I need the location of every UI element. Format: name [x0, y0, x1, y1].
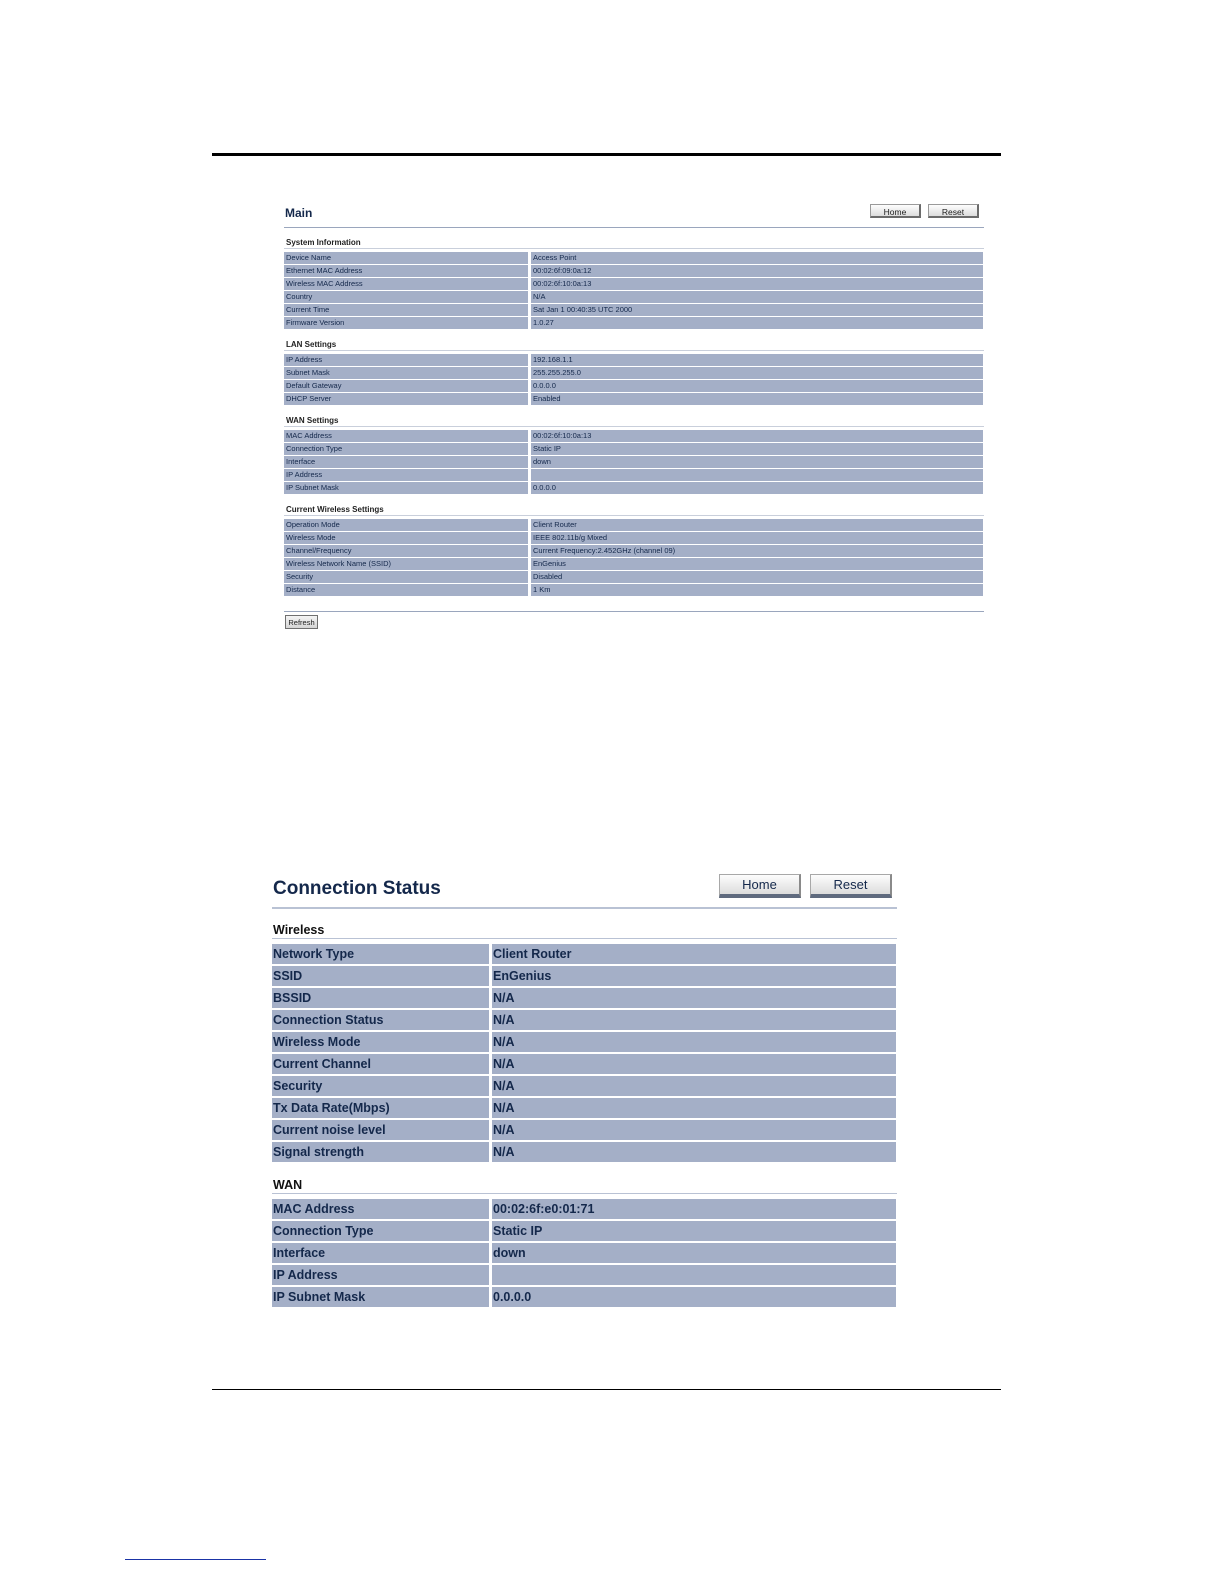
row-value: Client Router: [492, 944, 896, 964]
row-label: SSID: [272, 966, 492, 986]
row-label: Current Channel: [272, 1054, 492, 1074]
main-sections: [284, 237, 984, 597]
row-value: IEEE 802.11b/g Mixed: [531, 532, 983, 544]
row-value: EnGenius: [492, 966, 896, 986]
table-row: [272, 944, 896, 964]
footer-link-underline: [125, 1559, 266, 1560]
row-value: Static IP: [492, 1221, 896, 1241]
bottom-rule: [212, 1389, 1001, 1390]
row-label: Distance: [284, 584, 531, 596]
row-label: Operation Mode: [284, 519, 531, 531]
table-row: [272, 1098, 896, 1118]
table-row: [284, 584, 983, 596]
row-value: 0.0.0.0: [531, 482, 983, 494]
row-label: Wireless Mode: [284, 532, 531, 544]
row-label: Default Gateway: [284, 380, 531, 392]
row-label: Connection Type: [272, 1221, 492, 1241]
row-label: Connection Status: [272, 1010, 492, 1030]
row-label: MAC Address: [284, 430, 531, 442]
info-table: [272, 1197, 896, 1309]
table-row: [272, 1120, 896, 1140]
home-button[interactable]: Home: [870, 204, 921, 218]
row-value: [492, 1265, 896, 1285]
row-label: Signal strength: [272, 1142, 492, 1162]
top-rule: [212, 153, 1001, 156]
row-value: N/A: [492, 1120, 896, 1140]
section: [284, 504, 984, 597]
connection-status-panel: [272, 870, 897, 1309]
table-row: [272, 1221, 896, 1241]
row-label: IP Address: [272, 1265, 492, 1285]
table-row: [272, 1265, 896, 1285]
table-row: [272, 1142, 896, 1162]
table-row: [284, 456, 983, 468]
row-value: Disabled: [531, 571, 983, 583]
row-label: Connection Type: [284, 443, 531, 455]
table-row: [284, 443, 983, 455]
table-row: [284, 252, 983, 264]
table-row: [284, 430, 983, 442]
table-row: [284, 354, 983, 366]
row-label: IP Address: [284, 354, 531, 366]
reset-button[interactable]: Reset: [928, 204, 979, 218]
table-row: [272, 1076, 896, 1096]
info-table: [284, 353, 983, 406]
row-label: Device Name: [284, 252, 531, 264]
row-label: Wireless MAC Address: [284, 278, 531, 290]
row-label: Country: [284, 291, 531, 303]
row-label: Interface: [284, 456, 531, 468]
table-row: [284, 304, 983, 316]
table-row: [284, 380, 983, 392]
table-row: [284, 469, 983, 481]
row-value: 00:02:6f:e0:01:71: [492, 1199, 896, 1219]
refresh-button[interactable]: Refresh: [285, 615, 318, 629]
row-label: Channel/Frequency: [284, 545, 531, 557]
row-label: MAC Address: [272, 1199, 492, 1219]
row-label: Security: [272, 1076, 492, 1096]
row-value: N/A: [492, 988, 896, 1008]
info-table: [284, 251, 983, 330]
row-value: N/A: [492, 1054, 896, 1074]
table-row: [284, 278, 983, 290]
row-value: N/A: [531, 291, 983, 303]
row-value: 00:02:6f:10:0a:13: [531, 430, 983, 442]
table-row: [272, 966, 896, 986]
row-label: IP Subnet Mask: [284, 482, 531, 494]
row-value: Current Frequency:2.452GHz (channel 09): [531, 545, 983, 557]
row-label: IP Address: [284, 469, 531, 481]
table-row: [284, 291, 983, 303]
row-label: Current noise level: [272, 1120, 492, 1140]
table-row: [284, 571, 983, 583]
row-value: 1 Km: [531, 584, 983, 596]
row-label: Wireless Network Name (SSID): [284, 558, 531, 570]
row-label: Tx Data Rate(Mbps): [272, 1098, 492, 1118]
row-value: Access Point: [531, 252, 983, 264]
row-value: down: [531, 456, 983, 468]
row-value: N/A: [492, 1010, 896, 1030]
row-label: BSSID: [272, 988, 492, 1008]
row-value: EnGenius: [531, 558, 983, 570]
section: [284, 339, 984, 406]
row-value: Static IP: [531, 443, 983, 455]
table-row: [272, 1287, 896, 1307]
row-value: 192.168.1.1: [531, 354, 983, 366]
table-row: [284, 558, 983, 570]
page-title: Connection Status: [273, 878, 441, 899]
conn-header: [272, 870, 897, 909]
section: [272, 1178, 897, 1309]
page-title: Main: [285, 206, 313, 220]
row-value: Sat Jan 1 00:40:35 UTC 2000: [531, 304, 983, 316]
section-title: WAN Settings: [284, 415, 984, 427]
info-table: [284, 518, 983, 597]
row-value: 00:02:6f:09:0a:12: [531, 265, 983, 277]
table-row: [272, 1243, 896, 1263]
conn-sections: [272, 923, 897, 1309]
table-row: [272, 1032, 896, 1052]
row-value: 1.0.27: [531, 317, 983, 329]
reset-button[interactable]: Reset: [810, 874, 892, 898]
table-row: [272, 1010, 896, 1030]
row-value: [531, 469, 983, 481]
row-label: IP Subnet Mask: [272, 1287, 492, 1307]
row-label: Ethernet MAC Address: [284, 265, 531, 277]
section: [284, 415, 984, 495]
main-header: [284, 200, 984, 228]
main-footer: [284, 611, 984, 632]
table-row: [284, 393, 983, 405]
section-title: WAN: [272, 1178, 897, 1194]
row-value: N/A: [492, 1098, 896, 1118]
table-row: [272, 1054, 896, 1074]
row-value: down: [492, 1243, 896, 1263]
info-table: [284, 429, 983, 495]
section-title: Wireless: [272, 923, 897, 939]
row-value: 255.255.255.0: [531, 367, 983, 379]
section-title: LAN Settings: [284, 339, 984, 351]
table-row: [284, 317, 983, 329]
main-panel: [284, 200, 984, 632]
table-row: [272, 1199, 896, 1219]
section: [272, 923, 897, 1164]
row-label: DHCP Server: [284, 393, 531, 405]
row-value: N/A: [492, 1076, 896, 1096]
row-value: 0.0.0.0: [531, 380, 983, 392]
row-value: N/A: [492, 1032, 896, 1052]
section: [284, 237, 984, 330]
table-row: [284, 519, 983, 531]
row-value: Client Router: [531, 519, 983, 531]
row-value: Enabled: [531, 393, 983, 405]
info-table: [272, 942, 896, 1164]
row-value: 00:02:6f:10:0a:13: [531, 278, 983, 290]
row-label: Security: [284, 571, 531, 583]
row-label: Network Type: [272, 944, 492, 964]
table-row: [272, 988, 896, 1008]
table-row: [284, 482, 983, 494]
section-title: System Information: [284, 237, 984, 249]
row-label: Current Time: [284, 304, 531, 316]
row-label: Subnet Mask: [284, 367, 531, 379]
row-value: 0.0.0.0: [492, 1287, 896, 1307]
table-row: [284, 532, 983, 544]
section-title: Current Wireless Settings: [284, 504, 984, 516]
table-row: [284, 367, 983, 379]
row-value: N/A: [492, 1142, 896, 1162]
row-label: Wireless Mode: [272, 1032, 492, 1052]
table-row: [284, 265, 983, 277]
row-label: Firmware Version: [284, 317, 531, 329]
home-button[interactable]: Home: [719, 874, 801, 898]
table-row: [284, 545, 983, 557]
row-label: Interface: [272, 1243, 492, 1263]
